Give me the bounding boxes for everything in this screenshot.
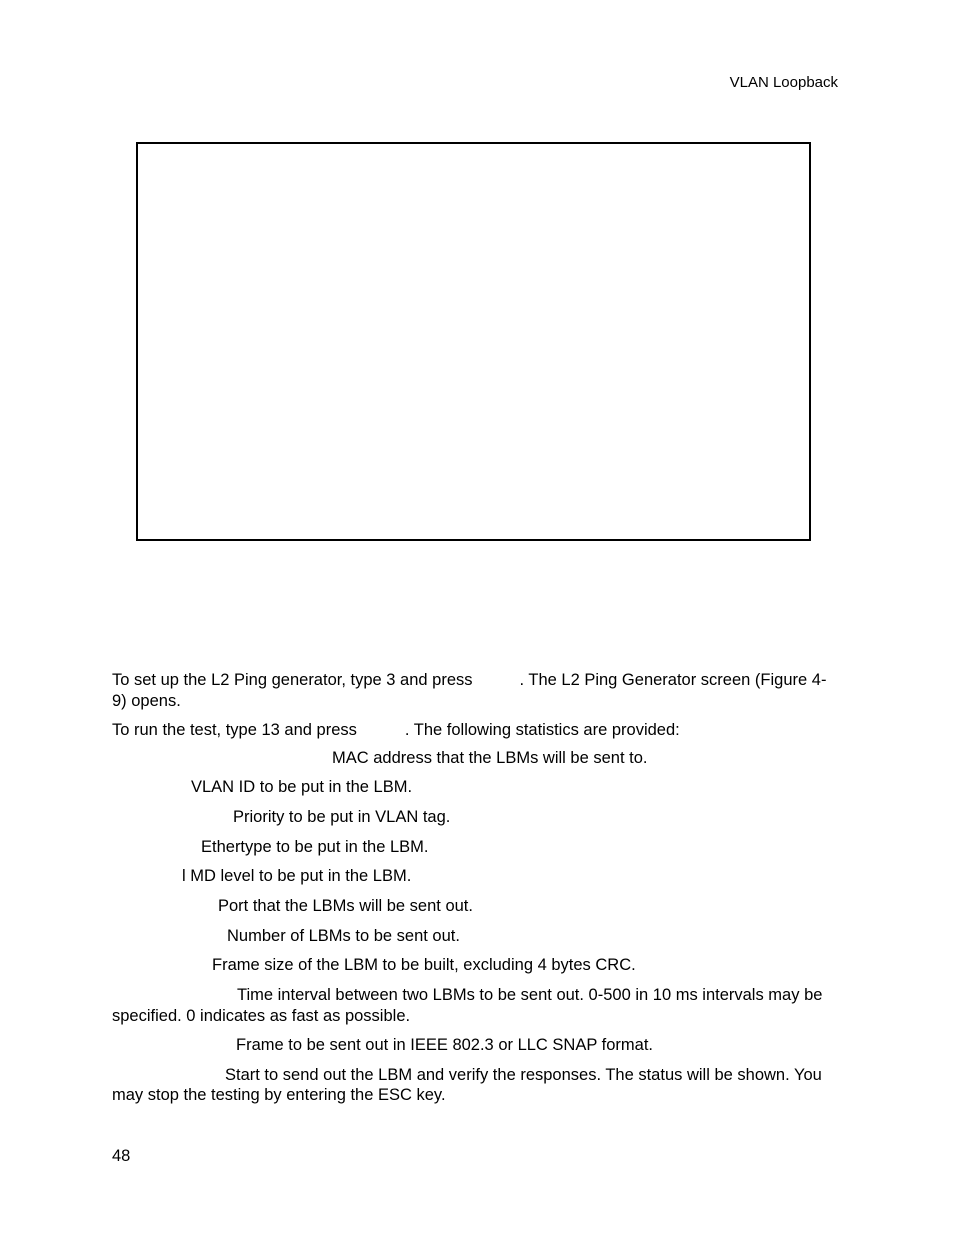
stat-item-ethertype: Ethertype to be put in the LBM. (201, 837, 429, 856)
stat-item-port: Port that the LBMs will be sent out. (218, 896, 473, 915)
stat-item-md-level: l MD level to be put in the LBM. (182, 867, 412, 886)
stat-item-frame-format: Frame to be sent out in IEEE 802.3 or LLC SNAP format. (236, 1036, 653, 1055)
stat-item-interval: Time interval between two LBMs to be sent out. 0-500 in 10 ms intervals may be specified. 0 indicates as fast as possible. (112, 986, 823, 1025)
stat-item-vlan-id: VLAN ID to be put in the LBM. (191, 778, 413, 797)
figure-frame (136, 142, 811, 541)
paragraph-setup (112, 670, 840, 711)
stat-item-mac-address: MAC address that the LBMs will be sent to. (332, 748, 648, 767)
paragraph-run-text-b: . The following statistics are provided: (404, 721, 680, 739)
paragraph-run (112, 720, 840, 741)
body-text (112, 670, 840, 1106)
stat-item-start: Start to send out the LBM and verify the responses. The status will be shown. You may stop the testing by entering the ESC key. (112, 1065, 822, 1105)
running-header: VLAN Loopback (729, 74, 838, 91)
paragraph-setup-text-b: . The L2 Ping Generator screen (Figure 4-9) opens. (112, 671, 827, 710)
stat-item-frame-size: Frame size of the LBM to be built, excluding 4 bytes CRC. (212, 956, 636, 975)
stat-item-priority: Priority to be put in VLAN tag. (233, 807, 451, 826)
paragraph-run-text-a: To run the test, type 13 and press (112, 721, 357, 739)
paragraph-setup-text-a: To set up the L2 Ping generator, type 3 and press (112, 671, 473, 689)
page-number: 48 (112, 1147, 131, 1165)
stat-item-count: Number of LBMs to be sent out. (227, 926, 460, 945)
